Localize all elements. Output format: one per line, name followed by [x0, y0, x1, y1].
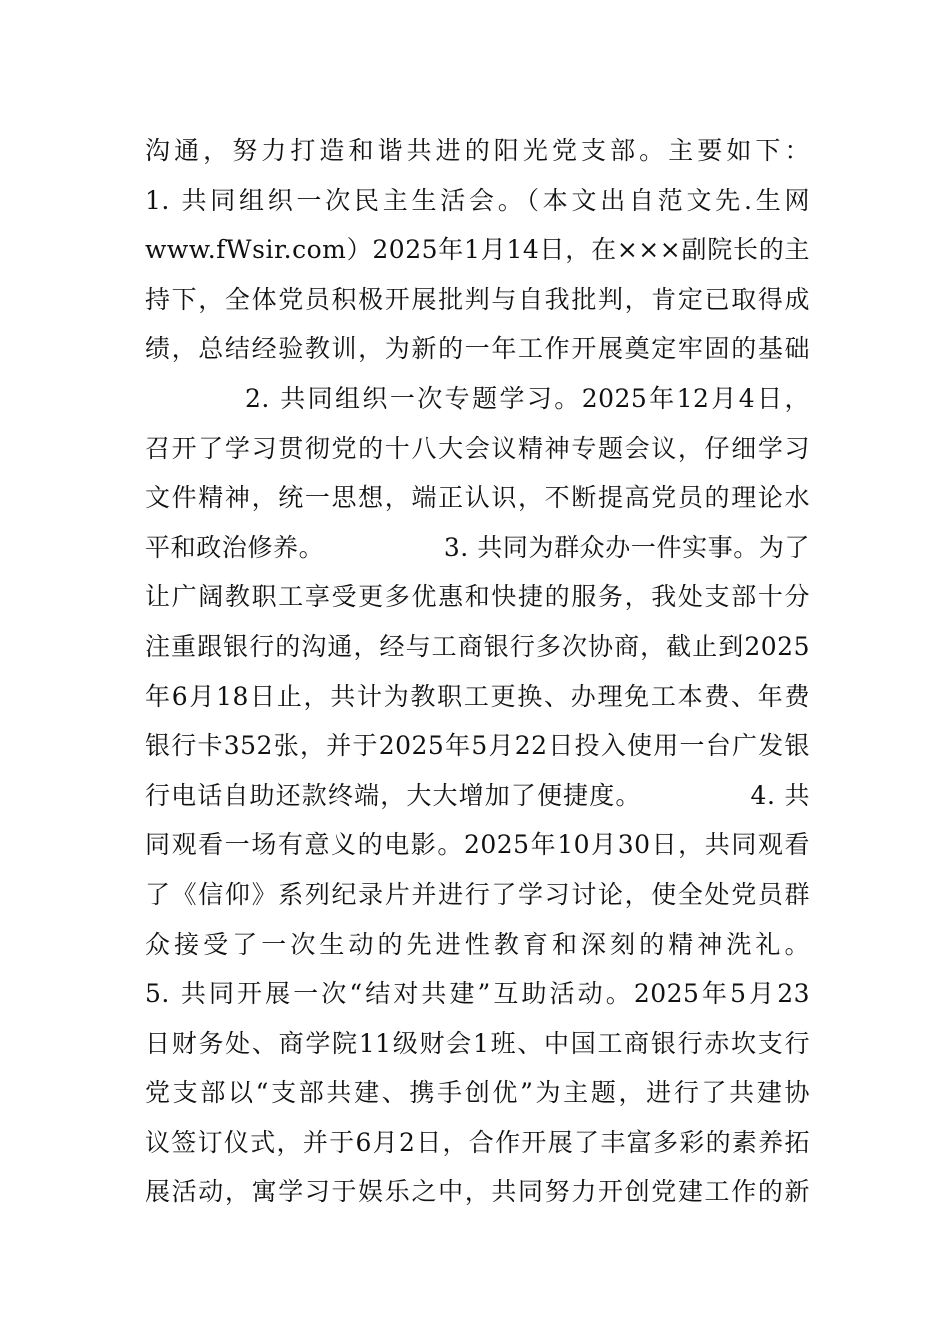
text-line: 持下，全体党员积极开展批判与自我批判，肯定已取得成: [145, 284, 810, 314]
text-line: 日财务处、商学院11级财会1班、中国工商银行赤坎支行: [145, 1028, 810, 1058]
text-line: 银行卡352张，并于2025年5月22日投入使用一台广发银: [145, 731, 810, 761]
text-line: 让广阔教职工享受更多优惠和快捷的服务，我处支部十分: [145, 582, 810, 612]
text-line: 年6月18日止，共计为教职工更换、办理免工本费、年费: [145, 681, 810, 711]
text-line: 5. 共同开展一次“结对共建”互助活动。2025年5月23: [145, 979, 810, 1009]
text-line: 同观看一场有意义的电影。2025年10月30日，共同观看: [145, 830, 810, 860]
text-line: 沟通，努力打造和谐共进的阳光党支部。主要如下：: [145, 136, 810, 165]
text-line: 党支部以“支部共建、携手创优”为主题，进行了共建协: [145, 1078, 810, 1108]
text-line: 2. 共同组织一次专题学习。2025年12月4日，: [245, 383, 810, 413]
text-line: 文件精神，统一思想，端正认识，不断提高党员的理论水: [145, 483, 810, 513]
text-line: 注重跟银行的沟通，经与工商银行多次协商，截止到2025: [145, 631, 810, 661]
text-line: www.fWsir.com）2025年1月14日，在×××副院长的主: [145, 235, 810, 265]
text-line: 行电话自助还款终端，大大增加了便捷度。 4. 共: [145, 780, 810, 810]
text-line: 展活动，寓学习于娱乐之中，共同努力开创党建工作的新: [145, 1177, 810, 1207]
text-line: 议签订仪式，并于6月2日，合作开展了丰富多彩的素养拓: [145, 1127, 810, 1157]
body-text: [145, 126, 810, 1217]
text-line: 众接受了一次生动的先进性教育和深刻的精神洗礼。: [145, 929, 810, 959]
text-line: 召开了学习贯彻党的十八大会议精神专题会议，仔细学习: [145, 433, 810, 463]
text-line: 绩，总结经验教训，为新的一年工作开展奠定牢固的基础: [145, 334, 810, 364]
text-line: 1. 共同组织一次民主生活会。（本文出自范文先.生网: [145, 185, 810, 215]
text-line: 了《信仰》系列纪录片并进行了学习讨论，使全处党员群: [145, 879, 810, 909]
text-line: 平和政治修养。 3. 共同为群众办一件实事。为了: [145, 532, 810, 562]
